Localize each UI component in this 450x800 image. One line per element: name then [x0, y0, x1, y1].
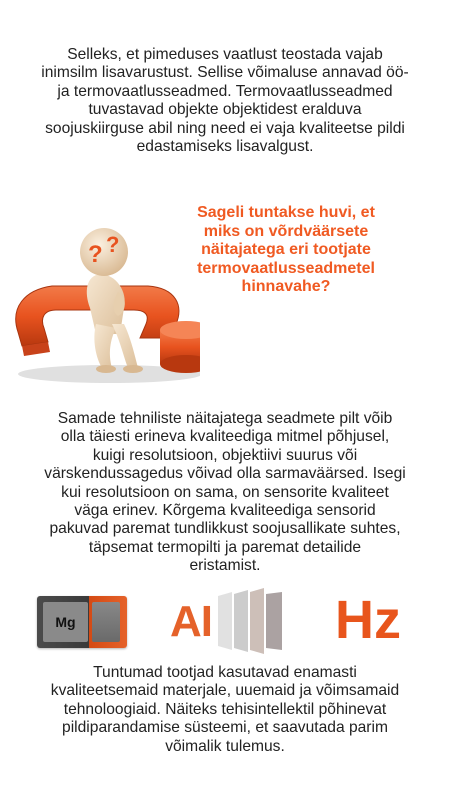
intro-line: Selleks, et pimeduses vaatlust teostada vajab: [67, 46, 383, 63]
intro-line: soojuskiirguse abil ning need ei vaja kvaliteetse pildi: [45, 119, 405, 137]
head-question-mark-icon: ?: [106, 232, 120, 257]
details-line: eristamist.: [189, 557, 261, 575]
highlight-line: Sageli tuntakse huvi, et: [197, 204, 375, 221]
intro-line: tuvastavad objekte objektidest eralduva: [88, 101, 362, 119]
hz-label: Hz: [335, 590, 401, 650]
intro-line: ja termovaatlusseadmed. Termovaatlusseadmed: [57, 82, 393, 100]
details-paragraph: [0, 410, 450, 576]
intro-line: inimsilm lisavarustust. Sellise võimaluse annavad öö-: [41, 64, 409, 82]
highlight-line: hinnavahe?: [241, 278, 331, 295]
details-line: pakuvad paremat tundlikkust soojusallikate suhtes,: [49, 520, 401, 538]
magnesium-tile-icon: [37, 596, 127, 648]
details-line: väga erinev. Kõrgema kvaliteediga sensorid: [74, 502, 376, 520]
highlight-question: [176, 204, 396, 297]
mg-side-cell: [92, 602, 120, 642]
highlight-line: termovaatlusseadmetel: [197, 259, 375, 277]
ai-label: AI: [170, 597, 212, 646]
details-line: täpsemat termopilti ja paremat detailide: [88, 538, 362, 556]
mg-label: Mg: [43, 602, 88, 642]
intro-paragraph: [0, 46, 450, 156]
outro-line: pildiparandamise süsteemi, et saavutada parim: [62, 719, 388, 737]
highlight-line: miks on võrdväärsete: [203, 222, 369, 240]
head-question-mark-icon: ?: [88, 241, 103, 268]
outro-line: võimalik tulemus.: [165, 737, 285, 755]
highlight-line: näitajatega eri tootjate: [201, 241, 371, 258]
outro-line: kvaliteetsemaid materjale, uuemaid ja võimsamaid: [50, 682, 400, 700]
details-line: olla täiesti erineva kvaliteediga mitmel põhjusel,: [60, 428, 390, 446]
question-mark-figure-illustration: [0, 212, 200, 390]
intro-line: edastamiseks lisavalgust.: [136, 138, 314, 156]
details-line: Samade tehniliste näitajatega seadmete pilt võib: [57, 410, 393, 427]
outro-line: Tuntumad tootjad kasutavad enamasti: [93, 664, 357, 681]
feature-icons-row: [0, 586, 450, 656]
ai-icon: [160, 588, 310, 654]
details-line: värskendussagedus võivad olla sarmaväärsed. Isegi: [44, 465, 406, 483]
details-line: kuigi resolutsioon, objektiivi suurus või: [92, 446, 358, 464]
outro-line: tehnoloogiaid. Näiteks tehisintellektil põhinevat: [63, 700, 387, 718]
outro-paragraph: [0, 664, 450, 756]
details-line: kui resolutsioon on sama, on sensorite kvaliteet: [61, 483, 389, 501]
